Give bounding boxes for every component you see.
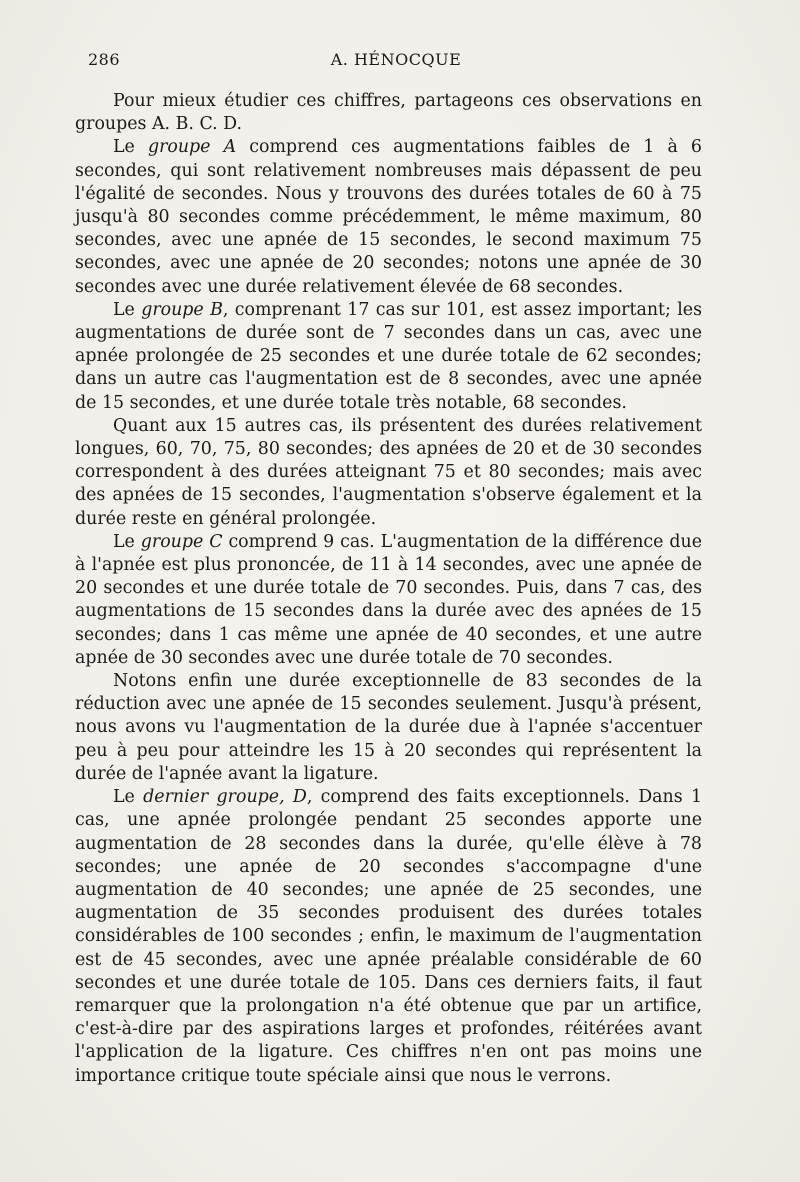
- paragraph-lead: Le: [113, 137, 148, 158]
- italic-term: groupe A: [147, 137, 237, 158]
- paragraph-text: Pour mieux étudier ces chiffres, partageons ces observations en groupes A. B. C. D.: [75, 91, 702, 135]
- paragraph-intro: [75, 90, 702, 136]
- italic-term: groupe B: [141, 299, 223, 320]
- paragraph-text: , comprend des faits exceptionnels. Dans 1 cas, une apnée prolongée pendant 25 secondes apporte une augmentation de 28 secondes dans la durée, qu'elle élève à 78 secondes; une apnée de 20 secondes s'accompagne d'une augmentation de 40 secondes; une apnée de 25 secondes, une augmentation de 35 secondes produisent des durées totales considérables de 100 secondes ; enfin, le maximum de l'augmentation est de 45 secondes, avec une apnée préalable considérable de 60 secondes et une durée totale de 105. Dans ces derniers faits, il faut remarquer que la prolongation n'a été obtenue que par un artifice, c'est-à-dire par des aspirations larges et profondes, réitérées avant l'application de la ligature. Ces chiffres n'en ont pas moins une importance critique toute spéciale ainsi que nous le verrons.: [75, 787, 703, 1086]
- paragraph-text: Quant aux 15 autres cas, ils présentent des durées relativement longues, 60, 70, 75, 80 secondes; des apnées de 20 et de 30 secondes correspondent à des durées atteignant 75 et 80 secondes; mais avec des apnées de 15 secondes, l'augmentation s'observe également et la durée reste en général prolongée.: [75, 415, 702, 529]
- paragraph-groupe-d: [75, 786, 702, 1088]
- paragraph-groupe-b: [75, 299, 702, 415]
- running-head: A. HÉNOCQUE: [330, 50, 462, 69]
- paragraph-text: comprend 9 cas. L'augmentation de la différence due à l'apnée est plus prononcée, de 11 à 14 secondes, avec une apnée de 20 secondes et une durée totale de 70 secondes. Puis, dans 7 cas, des augmentations de 15 secondes dans la durée avec des apnées de 15 secondes; dans 1 cas même une apnée de 40 secondes, et une autre apnée de 30 secondes avec une durée totale de 70 secondes.: [75, 531, 702, 668]
- paragraph-lead: Le: [113, 531, 141, 552]
- paragraph-text: , comprenant 17 cas sur 101, est assez important; les augmentations de durée sont de 7 secondes dans un cas, avec une apnée prolongée de 25 secondes et une durée totale de 62 secondes; dans un autre cas l'augmentation est de 8 secondes, avec une apnée de 15 secondes, et une durée totale très notable, 68 secondes.: [75, 299, 702, 413]
- paragraph-text: Notons enfin une durée exceptionnelle de 83 secondes de la réduction avec une apnée de 15 secondes seulement. Jusqu'à présent, nous avons vu l'augmentation de la durée due à l'apnée s'accentuer peu à peu pour atteindre les 15 à 20 secondes qui représentent la durée de l'apnée avant la ligature.: [75, 671, 702, 784]
- paragraph-groupe-c: [75, 531, 702, 670]
- paragraph-groupe-a: [75, 136, 702, 298]
- paragraph-lead: Le: [113, 299, 142, 320]
- paragraph-text: comprend ces augmentations faibles de 1 à 6 secondes, qui sont relativement nombreuses mais dépassent de peu l'égalité de secondes. Nous y trouvons des durées totales de 60 à 75 jusqu'à 80 secondes comme précédemment, le même maximum, 80 secondes, avec une apnée de 15 secondes, le second maximum 75 secondes, avec une apnée de 20 secondes; notons une apnée de 30 secondes avec une durée relativement élevée de 68 secondes.: [75, 137, 702, 297]
- paragraph-duree-exceptionnelle: [75, 670, 702, 786]
- paragraph-lead: Le: [113, 787, 144, 808]
- body-text: [75, 90, 702, 1088]
- paragraph-autres-cas: [75, 415, 702, 531]
- italic-term: groupe C: [140, 531, 223, 552]
- page-number: 286: [88, 50, 121, 69]
- italic-term: dernier groupe, D: [143, 787, 307, 808]
- page-header: [88, 50, 704, 76]
